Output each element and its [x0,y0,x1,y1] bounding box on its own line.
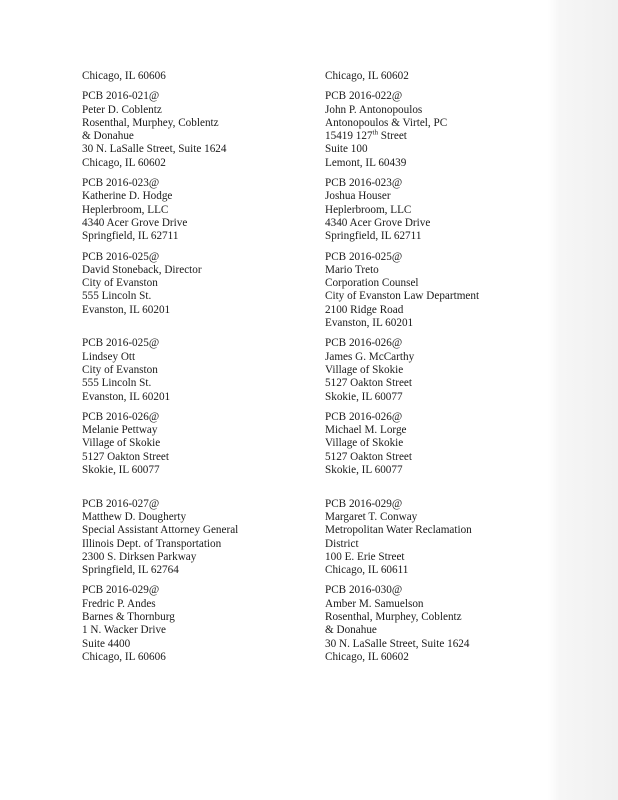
address-block [82,70,302,83]
block-gap [325,170,545,177]
address-line: Chicago, IL 60611 [325,564,409,577]
address-line: Michael M. Lorge [325,424,407,437]
address-block [325,177,545,243]
address-line: Chicago, IL 60606 [82,70,166,82]
address-block [82,251,302,331]
address-line: Suite 4400 [82,637,131,650]
address-line [325,477,545,490]
block-gap [325,404,545,411]
address-line [82,477,302,490]
address-line: Lemont, IL 60439 [325,156,407,169]
address-line: City of Evanston [82,277,158,290]
address-line: Margaret T. Conway [325,510,418,523]
left-address-column [82,70,302,664]
address-line: 555 Lincoln St. [82,377,152,390]
case-number: PCB 2016-025@ [82,250,160,263]
address-line: James G. McCarthy [325,350,415,363]
block-gap [82,491,302,498]
address-line: 1 N. Wacker Drive [82,624,167,637]
address-line: Special Assistant Attorney General [82,524,239,537]
block-gap [325,83,545,90]
address-line: Springfield, IL 62711 [82,230,179,243]
address-line: David Stoneback, Director [82,263,202,276]
block-gap [82,330,302,337]
address-line: Springfield, IL 62711 [325,230,422,243]
address-line: Village of Skokie [325,437,404,450]
case-number: PCB 2016-023@ [82,177,160,190]
address-block [325,498,545,578]
address-block [325,411,545,491]
case-number: PCB 2016-030@ [325,584,403,597]
address-line: Illinois Dept. of Transportation [82,537,222,550]
address-block [82,177,302,243]
address-line: Skokie, IL 60077 [325,390,403,403]
address-line: 100 E. Erie Street [325,550,405,563]
address-line: Village of Skokie [82,437,161,450]
address-block [325,90,545,170]
block-gap [82,83,302,90]
block-gap [82,244,302,251]
block-gap [82,170,302,177]
address-block [82,90,302,170]
address-line: Rosenthal, Murphey, Coblentz [325,610,462,623]
address-line: Antonopoulos & Virtel, PC [325,116,448,129]
address-line: City of Evanston [82,363,158,376]
address-block [82,498,302,578]
address-line: Skokie, IL 60077 [82,464,160,477]
address-line: Fredric P. Andes [82,597,156,610]
address-block [325,70,545,83]
case-number: PCB 2016-022@ [325,90,403,103]
block-gap [82,577,302,584]
address-line: & Donahue [82,130,134,143]
address-line: John P. Antonopoulos [325,103,423,116]
address-line: Corporation Counsel [325,277,419,290]
address-line: Mario Treto [325,263,379,276]
address-line: Skokie, IL 60077 [325,464,403,477]
address-line: 15419 127th Street [325,128,407,143]
block-gap [325,330,545,337]
address-block [325,584,545,664]
address-line: 555 Lincoln St. [82,290,152,303]
address-line: Metropolitan Water Reclamation [325,524,472,537]
address-line: 4340 Acer Grove Drive [325,216,431,229]
address-line: Matthew D. Dougherty [82,510,187,523]
address-line: 5127 Oakton Street [325,450,412,463]
block-gap [325,491,545,498]
case-number: PCB 2016-026@ [325,337,403,350]
address-line: 30 N. LaSalle Street, Suite 1624 [82,143,227,156]
case-number: PCB 2016-029@ [82,584,160,597]
address-line: Evanston, IL 60201 [82,390,171,403]
address-line: Chicago, IL 60606 [82,650,166,663]
right-address-column [325,70,545,664]
case-number: PCB 2016-027@ [82,497,160,510]
address-block [82,337,302,403]
address-line: Chicago, IL 60602 [82,156,166,169]
address-line: 4340 Acer Grove Drive [82,216,188,229]
address-line: 2300 S. Dirksen Parkway [82,550,197,563]
address-line: Amber M. Samuelson [325,597,424,610]
address-line: District [325,537,359,550]
case-number: PCB 2016-026@ [82,410,160,423]
address-line: 2100 Ridge Road [325,303,404,316]
address-line: Peter D. Coblentz [82,103,162,116]
address-line: Barnes & Thornburg [82,610,175,623]
case-number: PCB 2016-026@ [325,410,403,423]
address-line: Heplerbroom, LLC [325,203,412,216]
block-gap [325,577,545,584]
address-line: 30 N. LaSalle Street, Suite 1624 [325,637,470,650]
case-number: PCB 2016-029@ [325,497,403,510]
address-line: Lindsey Ott [82,350,136,363]
address-line: Chicago, IL 60602 [325,70,409,82]
address-line: Katherine D. Hodge [82,190,173,203]
address-block [82,584,302,664]
address-line: Rosenthal, Murphey, Coblentz [82,116,219,129]
address-line: Chicago, IL 60602 [325,650,409,663]
address-line: Evanston, IL 60201 [325,317,414,330]
address-line: Springfield, IL 62764 [82,564,179,577]
address-line: 5127 Oakton Street [325,377,412,390]
address-line: City of Evanston Law Department [325,290,480,303]
case-number: PCB 2016-023@ [325,177,403,190]
case-number: PCB 2016-025@ [82,337,160,350]
address-block [325,251,545,331]
case-number: PCB 2016-021@ [82,90,160,103]
address-line [82,317,302,330]
address-line: Suite 100 [325,143,368,156]
block-gap [82,404,302,411]
address-line: & Donahue [325,624,377,637]
address-block [82,411,302,491]
address-line: Village of Skokie [325,363,404,376]
address-line: Heplerbroom, LLC [82,203,169,216]
address-block [325,337,545,403]
address-line: Evanston, IL 60201 [82,303,171,316]
address-line: Joshua Houser [325,190,391,203]
block-gap [325,244,545,251]
case-number: PCB 2016-025@ [325,250,403,263]
address-line: 5127 Oakton Street [82,450,169,463]
address-line: Melanie Pettway [82,424,158,437]
